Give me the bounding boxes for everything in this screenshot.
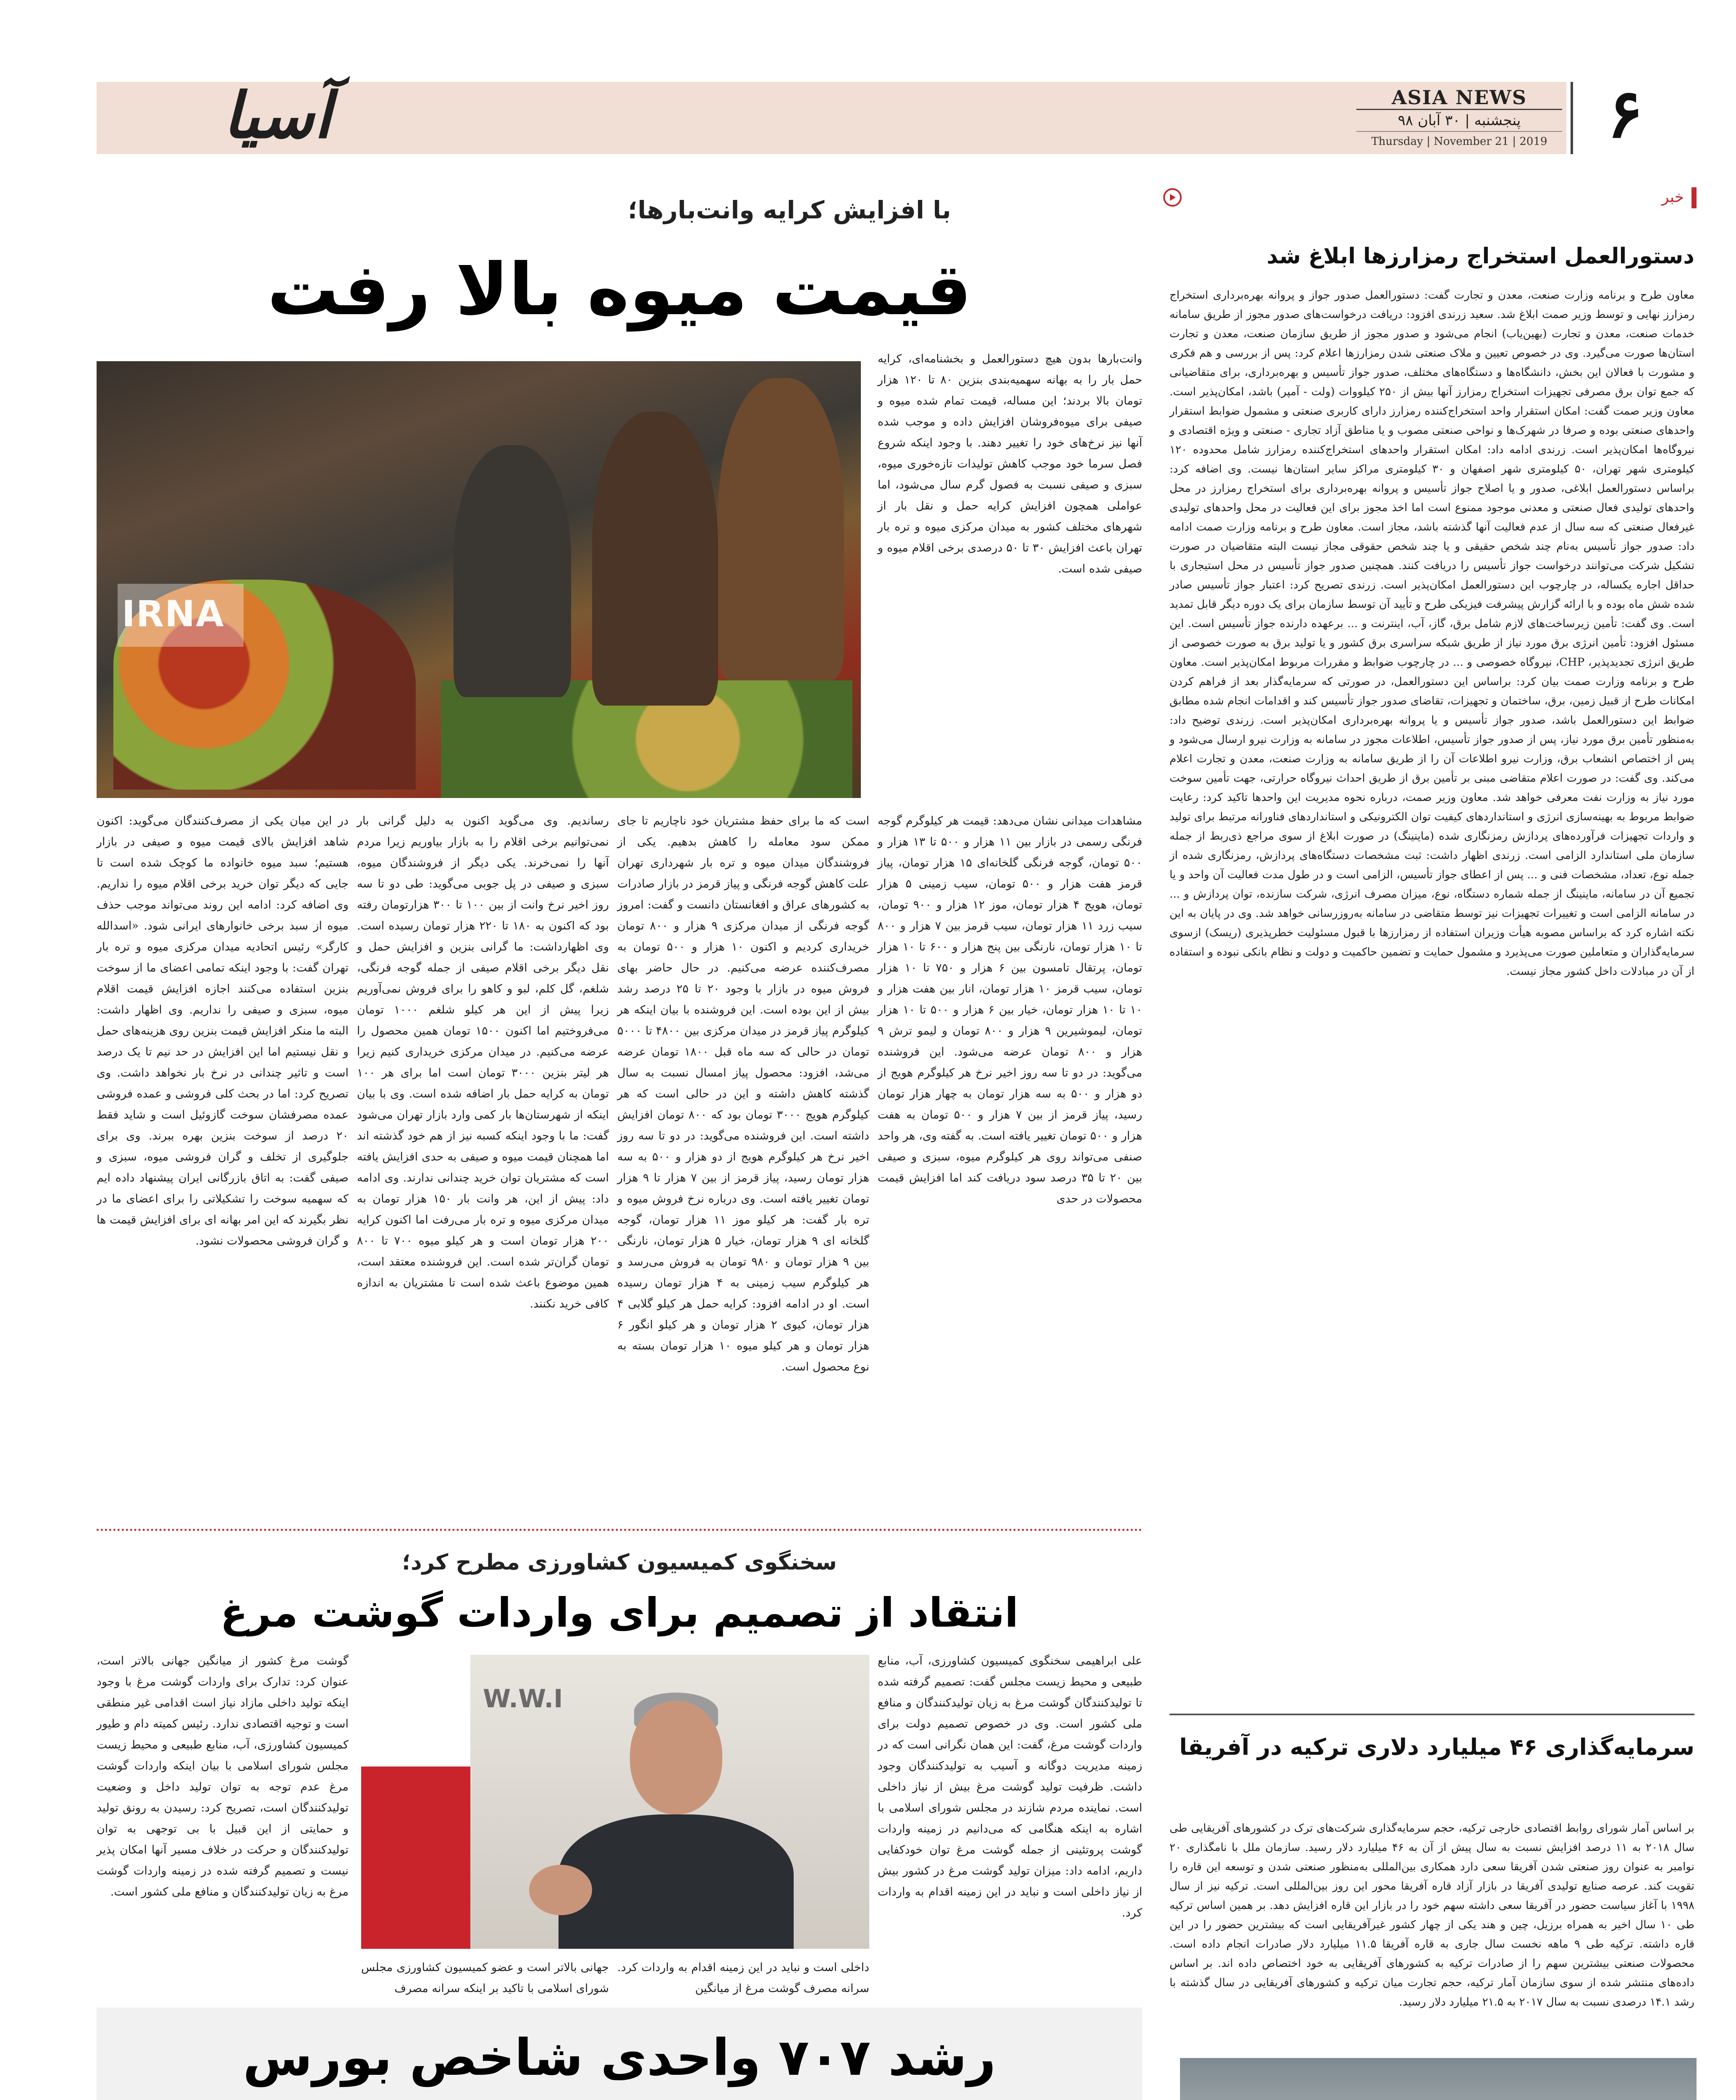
official-portrait-photo (361, 1655, 869, 1949)
story3-headline: رشد ۷۰۷ واحدی شاخص بورس (243, 2029, 996, 2087)
story1-headline: قیمت میوه بالا رفت (267, 248, 972, 331)
logo-text: آسیا (223, 79, 332, 152)
vendor-figure (454, 445, 571, 697)
play-arrow-icon (1163, 188, 1182, 207)
page-number: ۶ (1607, 74, 1643, 153)
story2-kicker: سخنگوی کمیسیون کشاورزی مطرح کرد؛ (402, 1550, 837, 1575)
story2-column: گوشت مرغ کشور از میانگین جهانی بالاتر است، عنوان کرد: تدارک برای واردات گوشت مرغ با وجود اینکه تولید داخلی مازاد نیاز است اقدامی غیر منطقی است و توجیه اقتصادی ندارد. رئیس کمیته دام و طیور کمیسیون کشاورزی، آب، منابع طبیعی و محیط زیست مجلس شورای اسلامی با بیان اینکه واردات گوشت مرغ عدم توجه به توان تولید داخل و وضعیت تولیدکنندگان است، تصریح کرد: رسیدن به رونق تولید و حمایتی از این قبیل با بی توجهی به توان تولیدکنندگان و حرکت در خلاف مسیر آنها امکان پذیر نیست و تصمیم گرفته شده در زمینه واردات گوشت مرغ به زیان تولیدکنندگان و منافع ملی کشور است. (97, 1654, 349, 1898)
sidebar-separator (1170, 1714, 1694, 1715)
flag-graphic (361, 1655, 470, 1949)
edition-date-en: Thursday | November 21 | 2019 (1356, 131, 1562, 151)
story1-column: رساندیم. وی می‌گوید اکنون به دلیل گرانی بار نمی‌توانیم برخی اقلام را به بازار بیاوریم زیرا مردم آنها را نمی‌خرند. یکی دیگر از فروشندگان میوه، سبزی و صیفی در پل جوبی می‌گوید: طی دو تا سه روز اخیر نرخ وانت از بین ۱۰۰ تا ۳۰۰ هزارتومان رفته بود که اکنون به ۱۸۰ تا ۲۲۰ هزار تومان رسیده است. وی اظهارداشت: ما گرانی بنزین و افزایش حمل و نقل دیگر برخی اقلام صیفی از جمله گوجه فرنگی، شلغم، گل کلم، لبو و کاهو را برای فروش نمی‌آوریم زیرا پیش از این هر کیلو شلغم ۱۰۰۰ تومان می‌فروختیم اما اکنون ۱۵۰۰ تومان همین محصول را عرضه می‌کنیم. در میدان مرکزی خریداری کنیم زیرا هر لیتر بنزین ۳۰۰۰ تومان است اما برای هر ۱۰۰ تومان به کرایه حمل بار اضافه شده است. وی با بیان اینکه از شهرستان‌ها بار کمی وارد بازار تهران می‌شود گفت: ما با وجود اینکه کسبه نیز از هم خود گذشته اند اما همچنان قیمت میوه و صیفی به حدی افزایش یافته است که مشتریان توان خرید چندانی ندارند. وی ادامه داد: پیش از این، هر وانت بار ۱۵۰ هزار تومان به میدان مرکزی میوه و تره بار می‌رفت اما اکنون کرایه ۲۰۰ هزار تومان است و هر کیلو میوه ۷۰۰ تا ۸۰۰ تومان گران‌تر شده است. این فروشنده معتقد است، همین موضوع باعث شده است تا مشتریان به اندازه کافی خرید نکنند. (357, 814, 609, 1310)
newspaper-logo[interactable] (193, 80, 361, 155)
masthead-divider (1571, 82, 1573, 154)
story1-column: است که ما برای حفظ مشتریان خود ناچاریم تا جای ممکن سود معامله را کاهش بدهیم. یکی از فروشندگان میدان میوه و تره بار شهرداری تهران علت کاهش گوجه فرنگی و پیاز قرمز در بازار صادرات به کشورهای عراق و افغانستان دانست و گفت: امروز گوجه فرنگی از میدان مرکزی ۹ هزار و ۸۰۰ تومان خریداری کردیم و اکنون ۱۰ هزار و ۵۰۰ تومان به مصرف‌کننده عرضه می‌کنیم. در حال حاضر بهای فروش میوه در بازار با وجود ۲۰ تا ۲۵ درصد رشد بیش از این بوده است. این فروشنده با بیان اینکه هر کیلوگرم پیاز قرمز در میدان مرکزی بین ۴۸۰۰ تا ۵۰۰۰ تومان در حالی که سه ماه قبل ۱۸۰۰ تومان عرضه می‌شد، افزود: محصول پیاز امسال نسبت به سال گذشته کاهش داشته و این در حالی است که هر کیلوگرم هویج ۳۰۰۰ تومان بود که ۸۰۰ تومان افزایش داشته است. این فروشنده می‌گوید: در دو تا سه روز اخیر نرخ هر کیلوگرم هویج از دو هزار و ۵۰۰ به سه هزار تومان رسید، پیاز قرمز از بین ۷ هزار تا ۹ هزار تومان تغییر یافته است. وی درباره نرخ فروش میوه و تره بار گفت: هر کیلو موز ۱۱ هزار تومان، گوجه گلخانه ای ۹ هزار تومان، خیار ۵ هزار تومان، نارنگی بین ۹ هزار تومان و ۹۸۰ تومان به فروش می‌رسد و هر کیلوگرم سیب زمینی به ۴ هزار تومان رسیده است. او در ادامه افزود: کرایه حمل هر کیلو گلابی ۴ هزار تومان، کیوی ۲ هزار تومان و هر کیلو انگور ۶ هزار تومان و هر کیلو میوه ۱۰ هزار تومان بسته به نوع محصول است. (617, 814, 870, 1373)
irna-watermark (118, 584, 244, 647)
section-tag (1163, 185, 1697, 210)
vendor-figure (592, 412, 718, 706)
story2-column: داخلی است و نباید در این زمینه اقدام به واردات کرد. سرانه مصرف گوشت مرغ از میانگین (617, 1961, 869, 1995)
story2-headline: انتقاد از تصمیم برای واردات گوشت مرغ (220, 1589, 1019, 1636)
story2-column: جهانی بالاتر است و عضو کمیسیون کشاورزی مجلس شورای اسلامی با تاکید بر اینکه سرانه مصرف (361, 1961, 609, 1995)
fruit-market-photo (97, 361, 861, 798)
story1-column: وانت‌بارها بدون هیچ دستورالعمل و بخشنامه‌ای، کرایه حمل بار را به بهانه سهمیه‌بندی بنزین ۸۰ تا ۱۲۰ هزار تومان بالا بردند؛ این مساله، قیمت تمام شده میوه و صیفی برای میوه‌فروشان افزایش داده و موجب شده آنها نیز نرخ‌های خود را تغییر دهند. با وجود اینکه شروع فصل سرما خود موجب کاهش تولیدات تازه‌خوری میوه، سبزی و صیفی نسبت به فصول گرم سال می‌شود، اما عواملی همچون افزایش کرایه حمل و نقل بار از شهرهای مختلف کشور به میدان مرکزی میوه و تره بار تهران باعث افزایش ۳۰ تا ۵۰ درصدی برخی اقلام میوه و صیفی شده است. (878, 352, 1143, 575)
wall-lettering: W.W.I (483, 1684, 563, 1714)
story-separator (97, 1529, 1142, 1531)
section-tag-bar (1691, 187, 1697, 208)
section-tag-label: خبر (1662, 189, 1684, 206)
sidebar-story2-body: بر اساس آمار شورای روابط اقتصادی خارجی ترکیه، حجم سرمایه‌گذاری شرکت‌های ترک در کشورهای آفریقایی طی سال ۲۰۱۸ به ۱۱ درصد افزایش نسبت به سال پیش از آن به ۴۶ میلیارد دلار رسید. سازمان ملل با نامگذاری ۲۰ نوامبر به عنوان روز صنعتی شدن آفریقا سعی دارد همکاری بین‌المللی به‌منظور صنعتی شدن و توسعه این قاره را تقویت کند. عرصه صنایع تولیدی آفریقا در بازار آزاد قاره آفریقا محور این روز بین‌المللی است. ترکیه نیز از سال ۱۹۹۸ با آغاز سیاست حضور در آفریقا سعی داشته سهم خود را در بازار این قاره افزایش دهد. بر همین اساس ترکیه طی ۱۰ سال اخیر به همراه برزیل، چین و هند یکی از چهار کشور غیرآفریقایی است که بیشترین حضور را در این قاره داشته. ترکیه طی ۹ ماهه نخست سال جاری به قاره آفریقا ۱۱.۵ میلیارد دلار صادرات انجام داده است. محصولات صنعتی بیشترین سهم را از صادرات ترکیه به کشورهای آفریقایی به خود اختصاص داده اند. بر اساس داده‌های منتشر شده از سوی سازمان آمار ترکیه، حجم تجارت میان ترکیه و کشورهای آفریقایی در سال گذشته با رشد ۱۴.۱ درصدی نسبت به سال ۲۰۱۷ به ۲۱.۵ میلیارد دلار رسید. (1170, 1822, 1694, 2008)
edition-date-fa: پنجشنبه | ۳۰ آبان ۹۸ (1398, 112, 1521, 129)
sidebar-story1-body: معاون طرح و برنامه وزارت صنعت، معدن و تجارت گفت: دستورالعمل صدور جواز و پروانه بهره‌برداری استخراج رمزارز نهایی و توسط وزیر صمت ابلاغ شد. سعید زرندی افزود: دریافت درخواست‌های صدور مجوز از طریق سامانه خدمات صنعت، معدن و تجارت (بهین‌یاب) انجام می‌شود و صدور مجوز از طریق سازمان صنعت، معدن و تجارت استان‌ها صورت می‌گیرد. وی در خصوص تعیین و ملاک صنعتی شدن رمزارزها اعلام کرد: پس از بررسی و هم فکری و مشورت با فعالان این بخش، دانشگاه‌ها و دستگاه‌های مختلف، صدور جواز تأسیس و بهره‌برداری، برای متقاضیانی که جمع توان برق مصرفی تجهیزات استخراج رمزارز آنها بیش از ۲۵۰ کیلووات (ولت - آمپر) باشد، امکان‌پذیر است. معاون وزیر صمت گفت: امکان استقرار واحد استخراج‌کننده رمزارز دارای کاربری صنعتی و مشمول ضوابط استقرار واحدهای صنعتی بوده و صرفا در شهرک‌ها و نواحی صنعتی مصوب و یا مناطق آزاد تجاری - صنعتی و ویژه اقتصادی و نیروگاه‌ها امکان‌پذیر است. زرندی ادامه داد: امکان استقرار واحدهای استخراج‌کننده رمزارز شامل محدوده ۱۲۰ کیلومتری شهر تهران، ۵۰ کیلومتری شهر اصفهان و ۳۰ کیلومتری مراکز سایر استان‌ها نیست. وی اضافه کرد: براساس دستورالعمل ابلاغی، صدور و یا اصلاح جواز تأسیس و پروانه بهره‌برداری برای استخراج رمزارز در محل واحدهای تولیدی فعال صنعتی و معدنی موجود ممنوع است اما اخذ مجوز برای این فعالیت در محل واحدهای تولیدی غیرفعال صنعتی که سه سال از عدم فعالیت آنها گذشته باشد، مجاز است. معاون طرح و برنامه وزارت صمت ادامه داد: صدور جواز تأسیس به‌نام چند شخص حقیقی و یا چند شخص حقوقی مجاز نیست البته متقاضیان در صورت تشکیل شرکت می‌توانند درخواست جواز تأسیس را دریافت کنند. همچنین صدور جواز تأسیس در محل استیجاری با حداقل اجاره یکساله، در چارچوب این دستورالعمل امکان‌پذیر است. زرندی تصریح کرد: اعتبار جواز تأسیس صادر شده شش ماه بوده و با ارائه گزارش پیشرفت فیزیکی طرح و تأیید آن توسط سازمان برای یک دوره دیگر قابل تمدید است. وی گفت: تأمین زیرساخت‌های لازم شامل برق، گاز، آب، اینترنت و ... برعهده دارنده جواز تأسیس است. این مسئول افزود: تأمین انرژی برق مورد نیاز از طریق شبکه سراسری برق کشور و یا تولید برق به صورت خصوصی از طریق انرژی تجدیدپذیر، CHP، نیروگاه خصوصی و ... در چارچوب ضوابط و مقررات مربوط امکان‌پذیر است. معاون طرح و برنامه وزارت صمت بیان کرد: براساس این دستورالعمل، در صورتی که سرمایه‌گذار بعد از فراهم کردن امکانات طرح از قبیل زمین، برق، ساختمان و تجهیزات، تقاضای صدور جواز تأسیس کند و اقدامات انجام شده مطابق ضوابط این دستورالعمل باشد، صدور جواز تأسیس و یا پروانه بهره‌برداری امکان‌پذیر است. زرندی توضیح داد: به‌منظور تأمین برق مورد نیاز، پس از صدور جواز تأسیس، اطلاعات مجوز در سامانه به وزارت نیرو ارسال می‌شود و پس از اختصاص انشعاب برق، وزارت نیرو اطلاعات آن را از طریق سامانه به وزارت صنعت، معدن و تجارت اعلام می‌کند. وی گفت: در صورت اعلام متقاضی مبنی بر تأمین برق از طریق احداث نیروگاه حرارتی، جهت تأمین سوخت مورد نیاز به وزارت نفت معرفی خواهد شد. معاون وزیر صمت، درباره نحوه مدیریت این واحدها تاکید کرد: رعایت ضوابط مربوط به بهینه‌سازی انرژی و استانداردهای کیفیت توان الکترونیکی و استانداردهای فناورانه مرتبط برای تولید و واردات تجهیزات فرآورده‌های پردازش رمزنگاری شده (ماینینگ) در صورت ابلاغ از سوی مراجع ذی‌ربط از جمله سازمان ملی استاندارد الزامی است. زرندی اظهار داشت: ثبت مشخصات دستگاه‌های پردازش، رمزنگاری شده از جمله نوع، تعداد، مشخصات فنی و ... پس از اعطای جواز تأسیس، الزامی است و در طول مدت فعالیت آن واحد و یا تجمیع آن در سامانه، ماینینگ از جمله شماره دستگاه، نوع، میزان مصرف انرژی، شرکت سازنده، توان پردازش و ... در سامانه الزامی است و تغییرات تجهیزات نیز توسط متقاضی در سامانه به‌روزرسانی خواهد شد. وی در پایان به این نکته اشاره کرد که براساس مصوبه هیأت وزیران استفاده از رمزارزها با قبول مسئولیت خطرپذیری (ریسک) ازسوی سرمایه‌گذاران و متعاملین صورت می‌پذیرد و مشمول حمایت و تضمین حاکمیت و دولت و نظام بانکی نبوده و استفاده از آن در مبادلات داخل کشور مجاز نیست. (1170, 289, 1694, 978)
edition-block (1356, 86, 1562, 153)
story1-column: مشاهدات میدانی نشان می‌دهد: قیمت هر کیلوگرم گوجه فرنگی رسمی در بازار بین ۱۱ هزار و ۵۰۰ تا ۱۳ هزار و ۵۰۰ تومان، گوجه فرنگی گلخانه‌ای ۱۵ هزار تومان، پیاز قرمز هفت هزار و ۵۰۰ تومان، سیب زمینی ۵ هزار تومان، هویج ۴ هزار تومان، موز ۱۲ هزار و ۹۰۰ تومان، سیب زرد ۱۱ هزار تومان، سیب قرمز بین ۷ هزار و ۸۰۰ تا ۱۰ هزار تومان، نارنگی بین پنج هزار و ۶۰۰ تا ۱۰ هزار تومان، پرتقال تامسون بین ۶ هزار و ۷۵۰ تا ۱۰ هزار تومان، سیب قرمز ۱۰ هزار تومان، انار بین هفت هزار و ۱۰ تا ۱۰ هزار تومان، خیار بین ۶ هزار و ۵۰۰ تا ۱۰ هزار تومان، لیموشیرین ۹ هزار و ۸۰۰ تومان و لیمو ترش ۹ هزار و ۸۰۰ تومان عرضه می‌شود. این فروشنده می‌گوید: در دو تا سه روز اخیر نرخ هر کیلوگرم هویج از دو هزار و ۵۰۰ به سه هزار تومان به چهار هزار تومان رسید، پیاز قرمز از بین ۷ هزار و ۵۰۰ تومان به هفت هزار و ۵۰۰ تومان تغییر یافته است. به گفته وی، هر واحد صنفی می‌تواند روی هر کیلوگرم میوه، سبزی و صیفی بین ۲۰ تا ۳۵ درصد سود دریافت کند اما افزایش قیمت محصولات در حدی (878, 814, 1143, 1205)
sidebar-story2-title: سرمایه‌گذاری ۴۶ میلیارد دلاری ترکیه در آفریقا (1179, 1734, 1694, 1760)
container-port-photo (1180, 2058, 1697, 2100)
sidebar-story1-title: دستورالعمل استخراج رمزارزها ابلاغ شد (1267, 244, 1694, 269)
story1-column: در این میان یکی از مصرف‌کنندگان می‌گوید: اکنون شاهد افزایش بالای قیمت میوه و صیفی در بازار هستیم؛ سبد میوه خانواده ما کوچک شده است تا جایی که دیگر توان خرید برخی اقلام میوه را نداریم. وی اضافه کرد: ادامه این روند می‌تواند موجب حذف میوه از سبد برخی خانوارهای ایرانی شود. «اسدالله کارگر» رئیس اتحادیه میدان مرکزی میوه و تره بار تهران گفت: با وجود اینکه تمامی اعضای ما از سوخت بنزین استفاده می‌کنند اجازه افزایش قیمت اقلام میوه، سبزی و صیفی را نداریم. وی اظهار داشت: البته ما منکر افزایش قیمت بنزین روی هزینه‌های حمل و نقل نیستیم اما این افزایش در حد نیم تا یک درصد است و تاثیر چندانی در نرخ بار نخواهد داشت. وی تصریح کرد: اما در بحث کلی فروشی و عمده فروشی عمده مصرفشان سوخت گازوئیل است و شاید فقط ۲۰ درصد از سوخت بنزین بهره ببرند. وی برای جلوگیری از تخلف و گران فروشی میوه، سبزی و صیفی گفت: به اتاق بازرگانی ایران پیشنهاد داده ایم که سهمیه سوخت را تشکیلاتی را برای اعضای ما در نظر بگیرند که این امر بهانه ای برای افزایش قیمت ها و گران فروشی محصولات نشود. (97, 814, 349, 1247)
irna-watermark-text: IRNA (122, 593, 225, 635)
story2-column: علی ابراهیمی سخنگوی کمیسیون کشاورزی، آب، منابع طبیعی و محیط زیست مجلس گفت: تصمیم گرفته شده تا تولیدکنندگان گوشت مرغ به زیان تولیدکنندگان و منافع ملی کشور است. وی در خصوص تصمیم دولت برای واردات گوشت مرغ، گفت: این همان نگرانی است که در زمینه مدیریت دوگانه و آسیب به تولیدکنندگان وجود داشت. ظرفیت تولید گوشت مرغ بیش از نیاز داخلی است. نماینده مردم شازند در مجلس شورای اسلامی با اشاره به اینکه هنگامی که می‌دانیم در زمینه واردات گوشت پروتئینی از جمله گوشت مرغ توان خودکفایی داریم، ادامه داد: میزان تولید گوشت مرغ در کشور بیش از نیاز داخلی است و نباید در این زمینه اقدام به واردات کرد. (878, 1654, 1142, 1919)
vendor-figure (718, 378, 844, 680)
edition-name: ASIA NEWS (1356, 86, 1562, 110)
story1-kicker: با افزایش کرایه وانت‌بارها؛ (628, 196, 951, 224)
